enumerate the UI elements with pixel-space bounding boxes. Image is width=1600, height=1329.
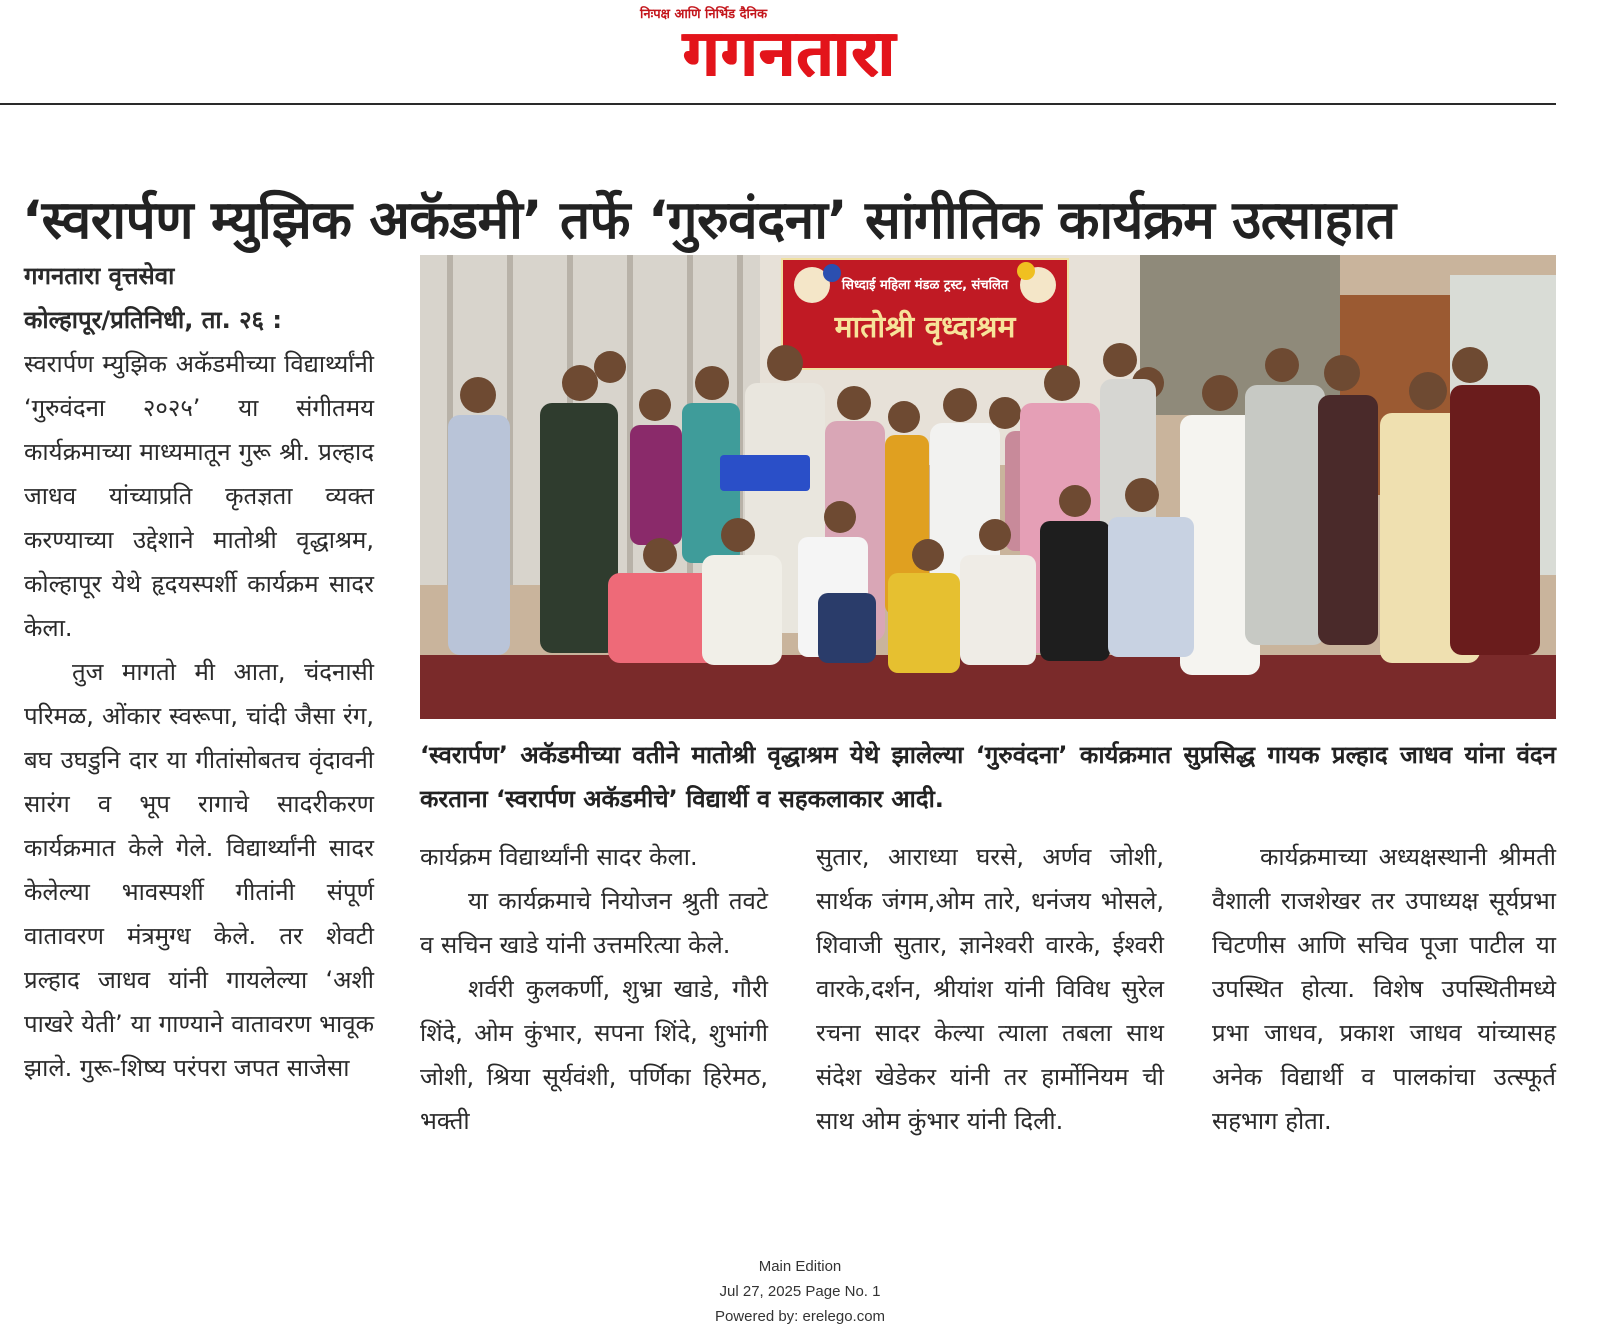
paragraph-2: तुज मागतो मी आता, चंदनासी परिमळ, ओंकार स्वरूपा, चांदी जैसा रंग, बघ उघडुनि दार या गीतांसोबतच वृंदावनी सारंग व भूप रागाचे सादरीकरण कार्यक्रमात केले गेले. विद्यार्थ्यांनी सादर केलेल्या भावस्पर्शी गीतांनी संपूर्ण वातावरण मंत्रमुग्ध केले. तर शेवटी प्रल्हाद जाधव यांनी गायलेल्या ‘अशी पाखरे येती’ या गाण्याने वातावरण भावूक झाले. गुरू-शिष्य परंपरा जपत साजेसा <box>24 658 374 1082</box>
group-photo <box>420 255 1556 719</box>
banner-title-text: मातोश्री वृध्दाश्रम <box>834 310 1016 345</box>
article-column-1 <box>24 254 374 1090</box>
powered-by-label: Powered by: erelego.com <box>714 1308 886 1325</box>
date-page-label: Jul 27, 2025 Page No. 1 <box>719 1283 881 1300</box>
masthead <box>0 0 1600 104</box>
page-footer <box>620 1254 980 1329</box>
column-2-paragraph-3: शर्वरी कुलकर्णी, शुभ्रा खाडे, गौरी शिंदे, ओम कुंभार, सपना शिंदे, शुभांगी जोशी, श्रिया सूर्यवंशी, पर्णिका हिरेमठ, भक्ती <box>420 975 768 1135</box>
newspaper-logo: गगनतारा <box>683 17 897 91</box>
column-4-paragraph-1: कार्यक्रमाच्या अध्यक्षस्थानी श्रीमती वैशाली राजशेखर तर उपाध्यक्ष सूर्यप्रभा चिटणीस आणि सचिव पूजा पाटील या उपस्थित होत्या. विशेष उपस्थितीमध्ये प्रभा जाधव, प्रकाश जाधव यांच्यासह अनेक विद्यार्थी व पालकांचा उत्स्फूर्त सहभाग होता. <box>1212 843 1556 1135</box>
byline: गगनतारा वृत्तसेवा <box>24 262 175 290</box>
edition-label: Main Edition <box>758 1258 842 1275</box>
masthead-tagline: निःपक्ष आणि निर्भिड दैनिक <box>640 7 768 22</box>
column-3-paragraph-1: सुतार, आराध्या घरसे, अर्णव जोशी, सार्थक जंगम,ओम तारे, धनंजय भोसले, शिवाजी सुतार, ज्ञानेश्वरी वारके, ईश्वरी वारके,दर्शन, श्रीयांश यांनी विविध सुरेल रचना सादर केल्या त्याला तबला साथ संदेश खेडेकर यांनी तर हार्मोनियम ची साथ ओम कुंभार यांनी दिली. <box>816 843 1164 1135</box>
photo-caption: ‘स्वरार्पण’ अकॅडमीच्या वतीने मातोश्री वृद्धाश्रम येथे झालेल्या ‘गुरुवंदना’ कार्यक्रमात सुप्रसिद्ध गायक प्रल्हाद जाधव यांना वंदन करताना ‘स्वरार्पण अकॅडमीचे’ विद्यार्थी व सहकलाकार आदी. <box>420 741 1556 813</box>
article-column-3 <box>816 835 1164 1143</box>
article-headline: ‘स्वरार्पण म्युझिक अकॅडमी’ तर्फे ‘गुरुवंदना’ सांगीतिक कार्यक्रम उत्साहात <box>22 189 1396 251</box>
column-2-paragraph-1: कार्यक्रम विद्यार्थ्यांनी सादर केला. <box>420 843 698 871</box>
dateline <box>24 298 374 342</box>
banner-top-text: सिध्दाई महिला मंडळ ट्रस्ट, संचलित <box>841 278 1009 293</box>
article-column-4 <box>1212 835 1556 1143</box>
paragraph-1: स्वरार्पण म्युझिक अकॅडमीच्या विद्यार्थ्यांनी ‘गुरुवंदना २०२५’ या संगीतमय कार्यक्रमाच्या माध्यमातून गुरू श्री. प्रल्हाद जाधव यांच्याप्रति कृतज्ञता व्यक्त करण्याच्या उद्देशाने मातोश्री वृद्धाश्रम, कोल्हापूर येथे हृदयस्पर्शी कार्यक्रम सादर केला. <box>24 350 374 642</box>
dateline-text: कोल्हापूर/प्रतिनिधी, ता. २६ : <box>24 306 282 334</box>
group-photo-illustration <box>420 255 1556 719</box>
masthead-divider <box>0 103 1556 105</box>
column-2-paragraph-2: या कार्यक्रमाचे नियोजन श्रुती तवटे व सचिन खाडे यांनी उत्तमरित्या केले. <box>420 887 768 959</box>
article-column-2 <box>420 835 768 1143</box>
